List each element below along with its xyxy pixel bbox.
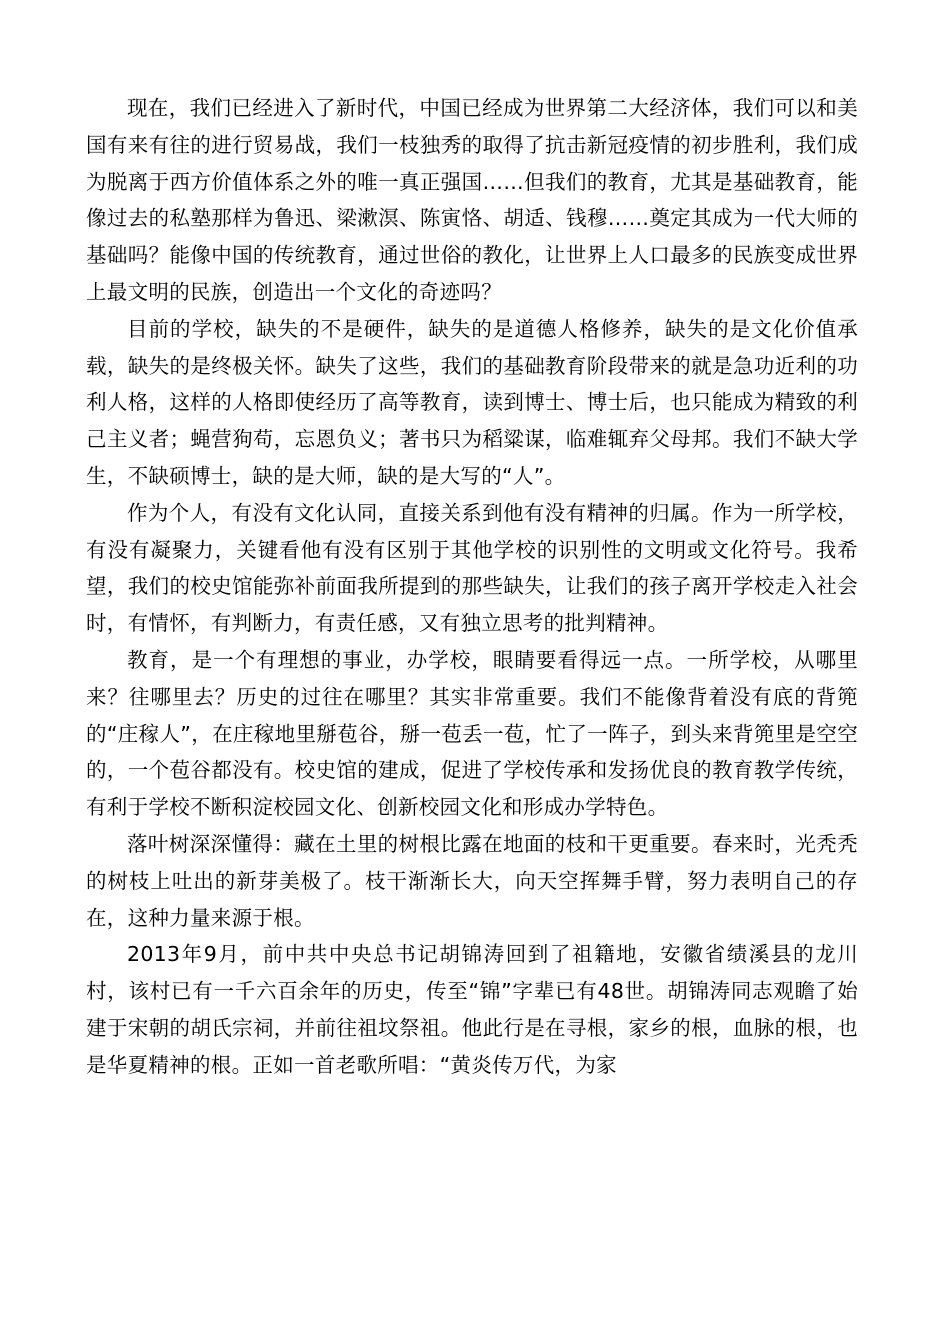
paragraph-5: 落叶树深深懂得：藏在土里的树根比露在地面的枝和干更重要。春来时，光秃秃的树枝上吐出的新芽美极了。枝干渐渐长大，向天空挥舞手臂，努力表明自己的存在，这种力量来源于根。 <box>86 831 858 930</box>
paragraph-4: 教育，是一个有理想的事业，办学校，眼睛要看得远一点。一所学校，从哪里来？往哪里去？历史的过往在哪里？其实非常重要。我们不能像背着没有底的背篼的“庄稼人”，在庄稼地里掰苞谷，掰一苞丢一苞，忙了一阵子，到头来背篼里是空空的，一个苞谷都没有。校史馆的建成，促进了学校传承和发扬优良的教育教学传统，有利于学校不断积淀校园文化、创新校园文化和形成办学特色。 <box>86 647 858 820</box>
paragraph-2: 目前的学校，缺失的不是硬件，缺失的是道德人格修养，缺失的是文化价值承载，缺失的是终极关怀。缺失了这些，我们的基础教育阶段带来的就是急功近利的功利人格，这样的人格即使经历了高等教育，读到博士、博士后，也只能成为精致的利己主义者；蝇营狗苟，忘恩负义；著书只为稻粱谋，临难辄弃父母邦。我们不缺大学生，不缺硕博士，缺的是大师，缺的是大写的“人”。 <box>86 316 858 488</box>
document-body <box>86 90 858 1084</box>
paragraph-3: 作为个人，有没有文化认同，直接关系到他有没有精神的归属。作为一所学校，有没有凝聚力，关键看他有没有区别于其他学校的识别性的文明或文化符号。我希望，我们的校史馆能弥补前面我所提到的那些缺失，让我们的孩子离开学校走入社会时，有情怀，有判断力，有责任感，又有独立思考的批判精神。 <box>86 500 858 636</box>
paragraph-6: 2013年9月，前中共中央总书记胡锦涛回到了祖籍地，安徽省绩溪县的龙川村，该村已有一千六百余年的历史，传至“锦”字辈已有48世。胡锦涛同志观瞻了始建于宋朝的胡氏宗祠，并前往祖坟祭祖。他此行是在寻根，家乡的根，血脉的根，也是华夏精神的根。正如一首老歌所唱：“黄炎传万代，为家 <box>86 942 858 1077</box>
paragraph-1: 现在，我们已经进入了新时代，中国已经成为世界第二大经济体，我们可以和美国有来有往的进行贸易战，我们一枝独秀的取得了抗击新冠疫情的初步胜利，我们成为脱离于西方价值体系之外的唯一真正强国……但我们的教育，尤其是基础教育，能像过去的私塾那样为鲁迅、梁漱溟、陈寅恪、胡适、钱穆……奠定其成为一代大师的基础吗？能像中国的传统教育，通过世俗的教化，让世界上人口最多的民族变成世界上最文明的民族，创造出一个文化的奇迹吗？ <box>86 96 858 304</box>
